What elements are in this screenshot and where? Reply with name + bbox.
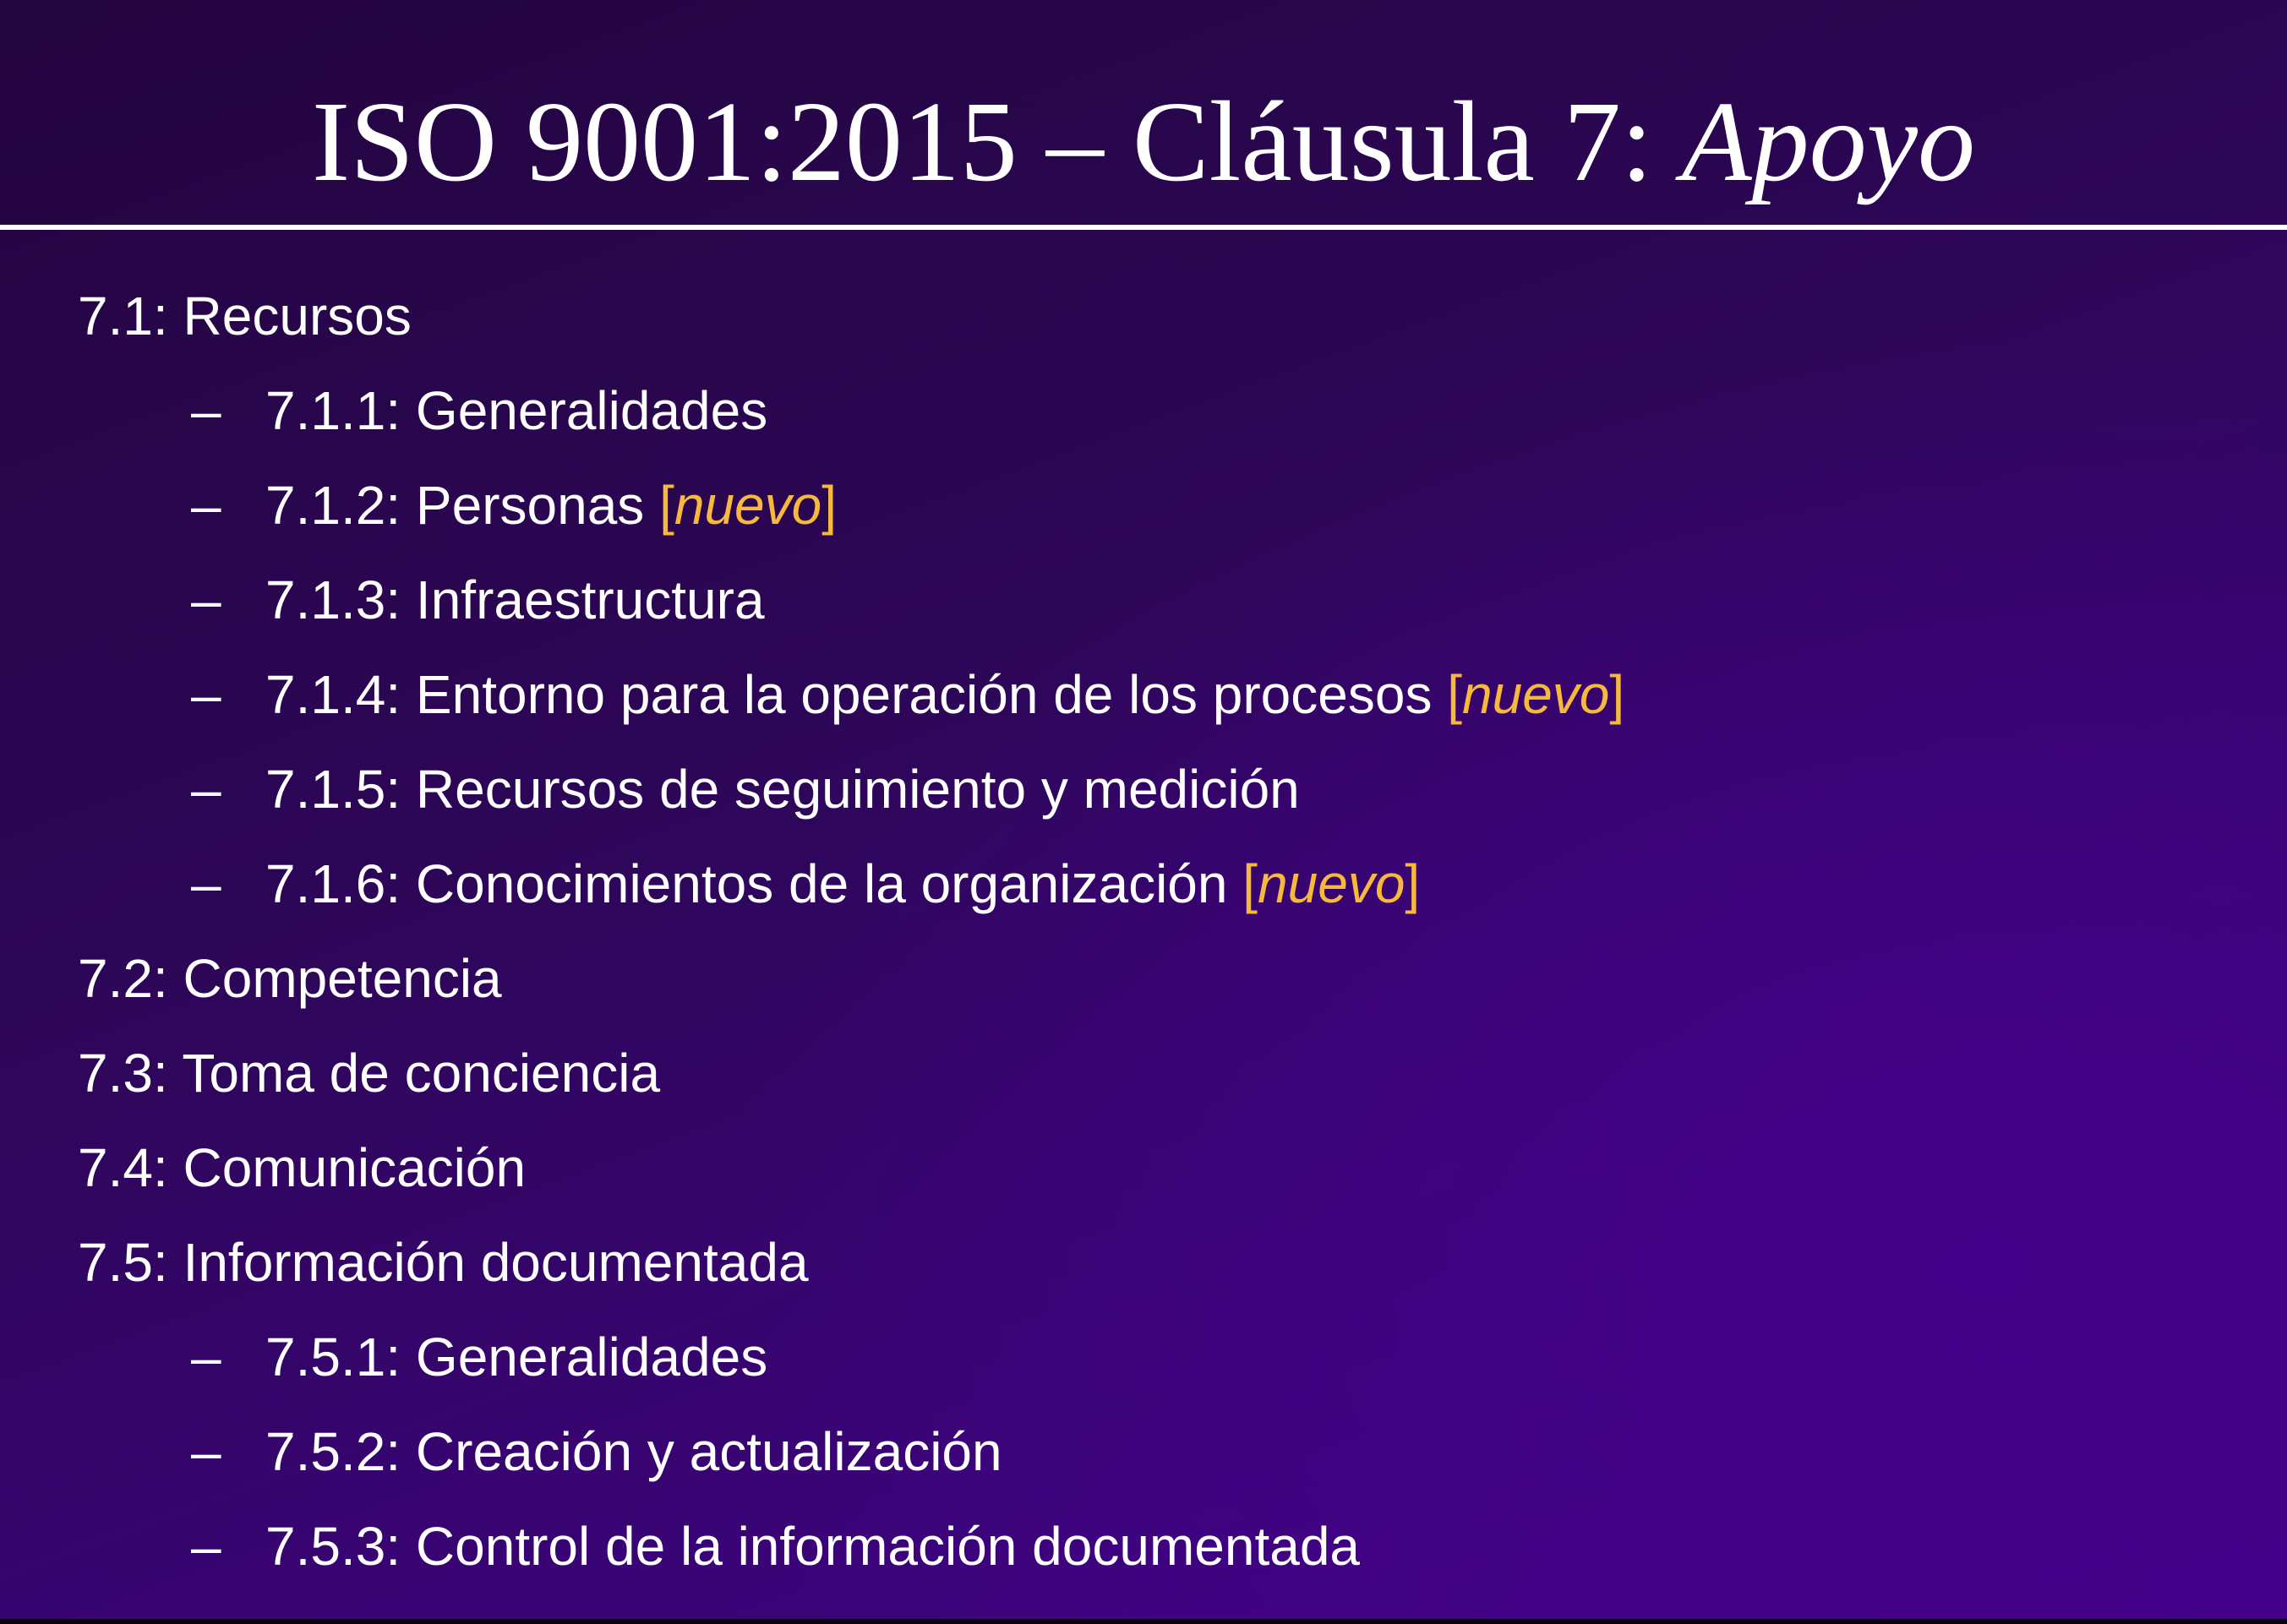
slide-title — [0, 66, 2287, 218]
outline-item-7-1-4 — [0, 647, 2287, 742]
outline-list — [0, 269, 2287, 1594]
bullet-dash: – — [191, 1516, 221, 1577]
outline-item-text: 7.1.3: Infraestructura — [265, 569, 765, 630]
outline-item-7-4 — [0, 1120, 2287, 1215]
outline-item-7-1-2 — [0, 458, 2287, 553]
outline-item-7-1-6 — [0, 837, 2287, 931]
new-tag: [nuevo] — [1242, 853, 1421, 914]
outline-item-text: 7.1.6: Conocimientos de la organización [nuevo] — [265, 853, 1421, 914]
outline-item-7-1-1 — [0, 363, 2287, 458]
outline-item-7-1-5 — [0, 742, 2287, 837]
outline-item-7-1-3 — [0, 553, 2287, 647]
outline-item-7-3 — [0, 1026, 2287, 1120]
outline-item-text: 7.1.4: Entorno para la operación de los procesos [nuevo] — [265, 664, 1625, 725]
bullet-dash: – — [191, 1327, 221, 1387]
outline-item-text: 7.5: Información documentada — [78, 1232, 809, 1293]
outline-item-text: 7.3: Toma de conciencia — [78, 1043, 661, 1104]
bullet-dash: – — [191, 1421, 221, 1482]
outline-item-text: 7.5.1: Generalidades — [265, 1327, 768, 1387]
title-divider — [0, 225, 2287, 230]
outline-item-text: 7.5.3: Control de la información documentada — [265, 1516, 1360, 1577]
slide-title-main: ISO 9001:2015 – Cláusula 7: — [311, 79, 1682, 205]
bullet-dash: – — [191, 664, 221, 725]
outline-item-7-5-2 — [0, 1404, 2287, 1499]
outline-item-text: 7.4: Comunicación — [78, 1137, 527, 1198]
outline-item-text: 7.1.5: Recursos de seguimiento y medición — [265, 759, 1300, 820]
bullet-dash: – — [191, 853, 221, 914]
bullet-dash: – — [191, 380, 221, 441]
outline-item-text: 7.2: Competencia — [78, 948, 502, 1009]
outline-item-7-5-3 — [0, 1499, 2287, 1594]
outline-item-text: 7.5.2: Creación y actualización — [265, 1421, 1002, 1482]
new-tag: [nuevo] — [659, 475, 837, 536]
outline-item-7-1 — [0, 269, 2287, 363]
bullet-dash: – — [191, 759, 221, 820]
slide-title-italic: Apoyo — [1681, 79, 1976, 205]
outline-item-7-5-1 — [0, 1310, 2287, 1404]
new-tag: [nuevo] — [1447, 664, 1625, 725]
footer-edge — [0, 1619, 2287, 1624]
outline-item-7-2 — [0, 931, 2287, 1026]
bullet-dash: – — [191, 569, 221, 630]
outline-item-text: 7.1: Recursos — [78, 286, 412, 346]
bullet-dash: – — [191, 475, 221, 536]
outline-item-text: 7.1.2: Personas [nuevo] — [265, 475, 837, 536]
outline-item-text: 7.1.1: Generalidades — [265, 380, 768, 441]
outline-item-7-5 — [0, 1215, 2287, 1310]
